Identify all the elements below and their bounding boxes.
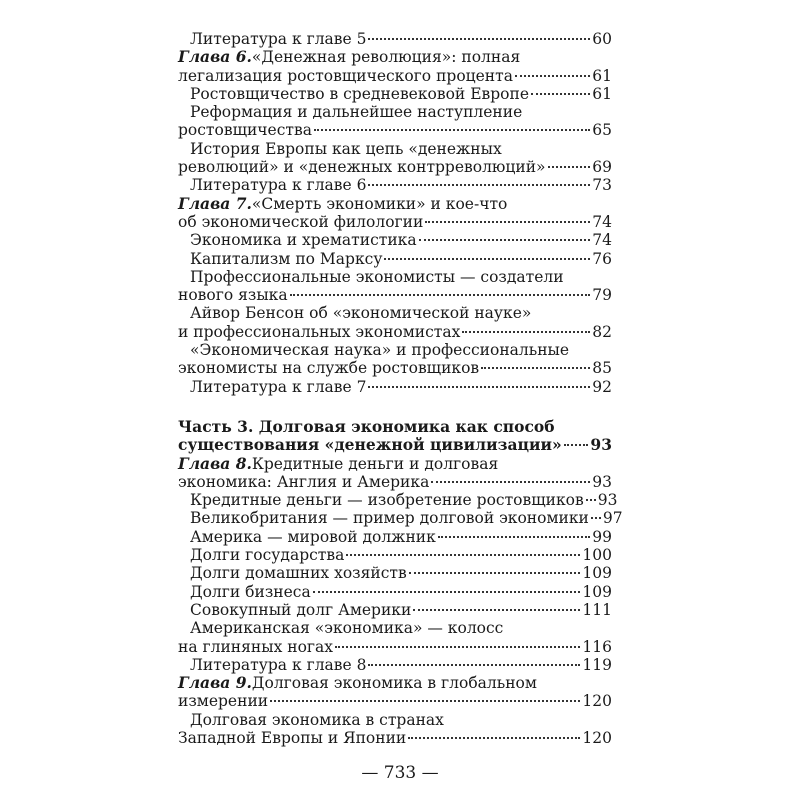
toc-sub-entry	[178, 583, 612, 601]
dot-leader	[409, 572, 581, 574]
toc-sub-entry	[178, 103, 612, 140]
toc-text: «Денежная революция»: полная	[251, 48, 521, 67]
dot-leader	[368, 38, 590, 40]
dot-leader	[270, 700, 580, 702]
toc-text: Американская «экономика» — колосс	[190, 619, 504, 638]
toc-sub-entry	[178, 85, 612, 103]
dot-leader	[368, 184, 590, 186]
page-ref: 60	[592, 30, 612, 48]
toc-line	[178, 341, 612, 359]
toc-line	[178, 674, 612, 692]
toc-text: Долговая экономика в странах	[190, 710, 444, 729]
toc-part-entry	[178, 418, 612, 455]
page-ref: 111	[582, 600, 612, 619]
chapter-label: Глава 6.	[178, 47, 252, 67]
toc-text: «Смерть экономики» и кое-что	[251, 194, 508, 213]
toc-line	[178, 509, 623, 528]
toc-line	[178, 213, 612, 231]
toc-text: Великобритания — пример долговой экономики	[190, 509, 589, 528]
toc-line	[178, 176, 612, 194]
toc-line	[178, 140, 612, 158]
toc-line	[178, 304, 612, 322]
dot-leader	[515, 75, 590, 77]
toc-text: Литература к главе 8	[190, 655, 367, 674]
page-ref: 109	[582, 582, 612, 601]
table-of-contents	[178, 30, 623, 747]
toc-sub-entry	[178, 656, 612, 674]
dot-leader	[586, 499, 596, 501]
toc-line	[178, 231, 612, 249]
toc-text: Долги государства	[190, 546, 345, 565]
toc-text: Западной Европы и Японии	[178, 728, 407, 747]
toc-text: об экономической филологии	[178, 212, 424, 231]
part-spacer	[178, 396, 612, 418]
dot-leader	[368, 664, 580, 666]
toc-line	[178, 359, 612, 377]
page-ref: 74	[592, 231, 612, 250]
dot-leader	[531, 93, 590, 95]
toc-line	[178, 455, 612, 473]
toc-text: Профессиональные экономисты — создатели	[190, 267, 564, 286]
toc-line	[178, 323, 612, 341]
toc-sub-entry	[178, 509, 623, 528]
page-ref: 92	[592, 377, 612, 396]
toc-line	[178, 601, 612, 619]
page-ref: 82	[592, 322, 612, 341]
toc-text: Кредитные деньги и долговая	[251, 454, 499, 473]
toc-line	[178, 30, 612, 48]
toc-text: Экономика и хрематистика	[190, 231, 417, 250]
page-ref: 93	[597, 491, 618, 510]
page-ref: 93	[590, 435, 612, 455]
dot-leader	[438, 536, 590, 538]
toc-chapter-entry	[178, 674, 612, 711]
toc-text: революций» и «денежных контрреволюций»	[178, 158, 546, 177]
dot-leader	[564, 444, 589, 446]
page-ref: 73	[592, 176, 612, 195]
toc-sub-entry	[178, 378, 612, 396]
toc-chapter-entry	[178, 195, 612, 232]
page-ref: 79	[592, 286, 612, 305]
toc-text: Капитализм по Марксу	[190, 249, 383, 268]
toc-text: измерении	[178, 692, 269, 711]
page-ref: 97	[602, 509, 623, 528]
dot-leader	[368, 386, 590, 388]
toc-line	[178, 473, 612, 491]
toc-line	[178, 378, 612, 396]
page-ref: 76	[592, 249, 612, 268]
toc-sub-entry	[178, 601, 612, 619]
toc-sub-entry	[178, 528, 612, 546]
page-ref: 100	[582, 546, 612, 565]
toc-text: Литература к главе 6	[190, 176, 367, 195]
dot-leader	[408, 737, 580, 739]
page-ref: 93	[592, 472, 612, 491]
toc-text: Долги бизнеса	[190, 582, 311, 601]
dot-leader	[413, 609, 580, 611]
page-ref: 109	[582, 564, 612, 583]
page-ref: 120	[582, 692, 612, 711]
page-ref: 65	[592, 121, 612, 140]
chapter-label: Глава 9.	[178, 673, 252, 693]
toc-text: «Экономическая наука» и профессиональные	[190, 341, 570, 360]
toc-line	[178, 619, 612, 637]
dot-leader	[290, 294, 591, 296]
page-ref: 61	[592, 84, 612, 103]
page-ref: 74	[592, 212, 612, 231]
toc-text: Совокупный долг Америки	[190, 600, 412, 619]
dot-leader	[314, 129, 590, 131]
toc-line	[178, 250, 612, 268]
toc-line	[178, 67, 612, 85]
toc-line	[178, 638, 612, 656]
toc-sub-entry	[178, 140, 612, 177]
toc-text: ростовщичества	[178, 121, 312, 140]
dot-leader	[346, 554, 580, 556]
toc-line	[178, 195, 612, 213]
toc-line	[178, 286, 612, 304]
chapter-label: Глава 7.	[178, 193, 252, 213]
toc-line	[178, 48, 612, 66]
dot-leader	[384, 258, 590, 260]
toc-chapter-entry	[178, 48, 612, 85]
toc-line	[178, 546, 612, 564]
toc-text: и профессиональных экономистах	[178, 322, 461, 341]
toc-sub-entry	[178, 231, 612, 249]
toc-line	[178, 583, 612, 601]
dot-leader	[462, 331, 590, 333]
toc-sub-entry	[178, 30, 612, 48]
toc-line	[178, 692, 612, 710]
dot-leader	[481, 367, 590, 369]
toc-line	[178, 711, 612, 729]
dot-leader	[548, 166, 591, 168]
dot-leader	[425, 221, 590, 223]
toc-text: экономика: Англия и Америка	[178, 472, 430, 491]
toc-sub-entry	[178, 341, 612, 378]
toc-text: Америка — мировой должник	[190, 527, 436, 546]
dot-leader	[419, 239, 591, 241]
page-ref: 69	[592, 158, 612, 177]
toc-text: Литература к главе 7	[190, 377, 367, 396]
toc-sub-entry	[178, 546, 612, 564]
toc-line	[178, 491, 618, 510]
toc-line	[178, 103, 612, 121]
toc-text: Долги домашних хозяйств	[190, 564, 407, 583]
toc-sub-entry	[178, 268, 612, 305]
toc-sub-entry	[178, 250, 612, 268]
toc-text: Реформация и дальнейшее наступление	[190, 103, 523, 122]
dot-leader	[313, 591, 581, 593]
toc-line	[178, 121, 612, 139]
page-ref: 99	[592, 527, 612, 546]
toc-line	[178, 268, 612, 286]
toc-line	[178, 528, 612, 546]
page-ref: 61	[592, 66, 612, 85]
page-ref: 119	[582, 655, 612, 674]
toc-text: существования «денежной цивилизации»	[178, 435, 562, 455]
toc-line	[178, 729, 612, 747]
toc-line	[178, 436, 612, 454]
toc-sub-entry	[178, 491, 618, 510]
toc-line	[178, 418, 612, 436]
toc-text: экономисты на службе ростовщиков	[178, 359, 480, 378]
page-number: — 733 —	[361, 763, 439, 783]
page-ref: 116	[582, 637, 612, 656]
toc-text: легализация ростовщического процента	[178, 66, 513, 85]
toc-text: Литература к главе 5	[190, 30, 367, 48]
toc-line	[178, 85, 612, 103]
toc-text: Часть 3. Долговая экономика как способ	[178, 416, 555, 436]
toc-line	[178, 656, 612, 674]
toc-line	[178, 158, 612, 176]
toc-sub-entry	[178, 619, 612, 656]
dot-leader	[431, 481, 590, 483]
dot-leader	[335, 646, 580, 648]
page-ref: 85	[592, 359, 612, 378]
toc-text: на глиняных ногах	[178, 637, 334, 656]
toc-sub-entry	[178, 564, 612, 582]
toc-sub-entry	[178, 176, 612, 194]
page-ref: 120	[582, 728, 612, 747]
chapter-label: Глава 8.	[178, 453, 252, 473]
toc-line	[178, 564, 612, 582]
toc-text: Айвор Бенсон об «экономической науке»	[190, 304, 532, 323]
toc-sub-entry	[178, 711, 612, 748]
toc-text: нового языка	[178, 286, 288, 305]
toc-text: История Европы как цепь «денежных	[190, 139, 502, 158]
toc-text: Ростовщичество в средневековой Европе	[190, 84, 529, 103]
toc-text: Долговая экономика в глобальном	[251, 674, 537, 693]
dot-leader	[591, 517, 601, 519]
toc-text: Кредитные деньги — изобретение ростовщиков	[190, 491, 584, 510]
toc-chapter-entry	[178, 455, 612, 492]
toc-sub-entry	[178, 304, 612, 341]
